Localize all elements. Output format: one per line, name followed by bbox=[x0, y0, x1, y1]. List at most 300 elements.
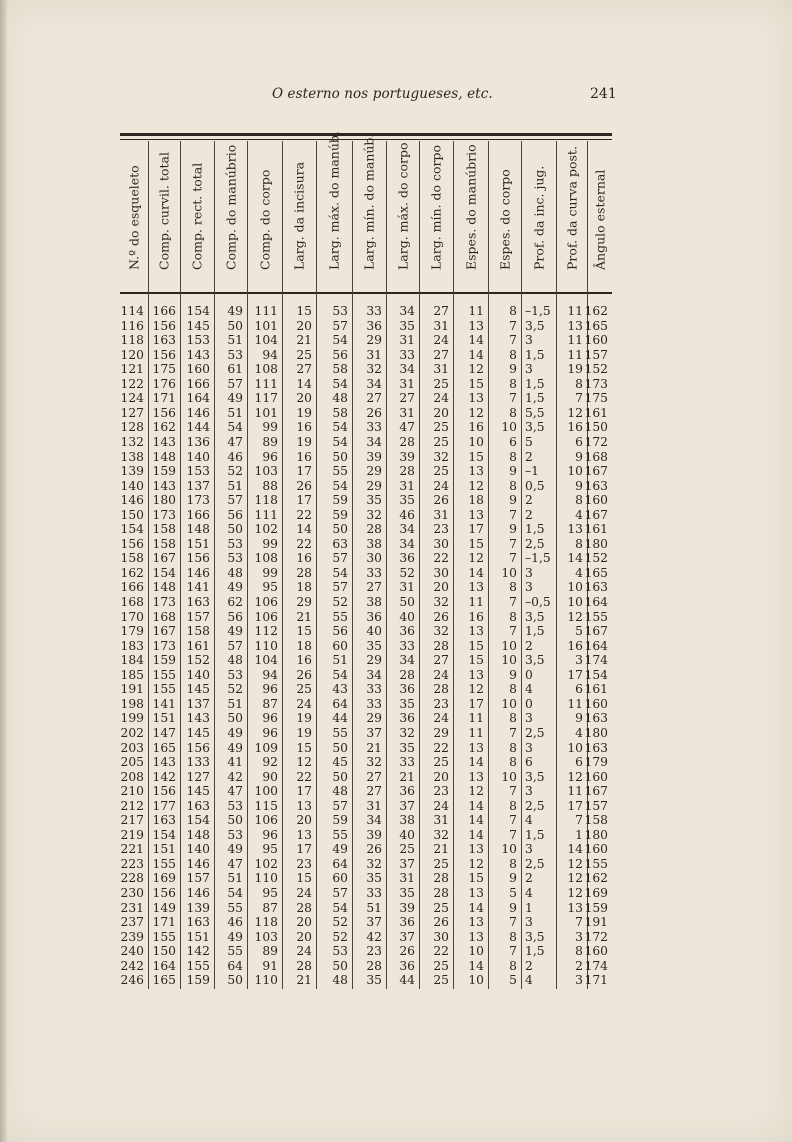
table-cell: 231 bbox=[120, 900, 144, 915]
table-cell: 3 bbox=[525, 740, 533, 755]
table-cell: 17 bbox=[468, 522, 484, 537]
table-cell: 145 bbox=[186, 784, 210, 799]
table-cell: 12 bbox=[567, 405, 583, 420]
table-cell: 49 bbox=[227, 304, 243, 318]
table-cell: 8 bbox=[575, 376, 583, 391]
table-cell: 28 bbox=[399, 667, 415, 682]
table-cell: 160 bbox=[584, 842, 608, 857]
table-cell: 13 bbox=[468, 507, 484, 522]
table-cell: 57 bbox=[332, 318, 348, 333]
table-cell: 176 bbox=[152, 376, 176, 391]
table-cell: 57 bbox=[227, 376, 243, 391]
table-cell: 208 bbox=[120, 769, 144, 784]
page-number: 241 bbox=[590, 86, 617, 102]
table-cell: 8 bbox=[575, 493, 583, 508]
table-cell: 163 bbox=[186, 798, 210, 813]
table-cell: 32 bbox=[366, 507, 382, 522]
table-cell: 166 bbox=[120, 580, 144, 595]
table-cell: 108 bbox=[254, 362, 278, 377]
table-cell: 10 bbox=[567, 740, 583, 755]
table-cell: 40 bbox=[366, 624, 382, 639]
column-header-label: N.º do esqueleto bbox=[126, 165, 142, 270]
table-cell: 173 bbox=[584, 376, 608, 391]
table-cell: 32 bbox=[366, 856, 382, 871]
table-cell: 174 bbox=[584, 958, 608, 973]
table-cell: 29 bbox=[366, 464, 382, 479]
table-cell: 140 bbox=[186, 449, 210, 464]
table-cell: 175 bbox=[584, 391, 608, 406]
table-cell: 4 bbox=[525, 886, 533, 900]
table-cell: 127 bbox=[120, 405, 144, 420]
table-cell: 18 bbox=[296, 580, 312, 595]
table-cell: 24 bbox=[433, 391, 449, 406]
column-header bbox=[453, 141, 488, 291]
table-cell: 61 bbox=[227, 362, 243, 377]
table-cell: 167 bbox=[584, 784, 608, 799]
table-cell: 168 bbox=[120, 595, 144, 609]
table-cell: 3 bbox=[525, 842, 533, 857]
table-cell: 23 bbox=[433, 696, 449, 711]
table-cell: 40 bbox=[399, 609, 415, 624]
table-cell: 158 bbox=[186, 624, 210, 639]
table-cell: 3,5 bbox=[525, 609, 545, 624]
table-cell: 25 bbox=[433, 755, 449, 770]
table-cell: 10 bbox=[501, 638, 517, 653]
column-header-label: Comp. do corpo bbox=[257, 169, 272, 270]
table-cell: 52 bbox=[332, 595, 348, 609]
table-cell: 143 bbox=[152, 755, 176, 770]
table-cell: 13 bbox=[468, 667, 484, 682]
table-cell: 9 bbox=[575, 711, 583, 726]
table-cell: 29 bbox=[366, 333, 382, 348]
table-cell: 10 bbox=[501, 420, 517, 435]
table-cell: 202 bbox=[120, 725, 144, 740]
table-cell: 8 bbox=[509, 347, 517, 362]
table-cell: 165 bbox=[152, 740, 176, 755]
column-header bbox=[419, 141, 453, 291]
table-cell: 109 bbox=[254, 740, 278, 755]
table-cell: 118 bbox=[120, 333, 144, 348]
table-cell: 106 bbox=[254, 609, 278, 624]
table-cell: 35 bbox=[399, 886, 415, 900]
table-cell: 156 bbox=[186, 740, 210, 755]
table-cell: 14 bbox=[567, 551, 583, 566]
table-cell: 160 bbox=[584, 493, 608, 508]
table-cell: 34 bbox=[366, 667, 382, 682]
table-cell: 165 bbox=[152, 973, 176, 988]
table-cell: 49 bbox=[227, 740, 243, 755]
table-cell: 28 bbox=[296, 958, 312, 973]
table-cell: 25 bbox=[296, 682, 312, 697]
table-cell: 7 bbox=[509, 784, 517, 799]
table-cell: 159 bbox=[152, 653, 176, 668]
table-cell: 111 bbox=[254, 304, 278, 318]
table-cell: 104 bbox=[254, 653, 278, 668]
table-cell: 50 bbox=[332, 740, 348, 755]
table-cell: 242 bbox=[120, 958, 144, 973]
table-cell: 160 bbox=[186, 362, 210, 377]
table-cell: 49 bbox=[227, 624, 243, 639]
table-cell: 10 bbox=[501, 653, 517, 668]
table-cell: 34 bbox=[399, 362, 415, 377]
table-cell: 9 bbox=[509, 464, 517, 479]
table-cell: 30 bbox=[366, 551, 382, 566]
table-cell: 21 bbox=[296, 609, 312, 624]
table-cell: 9 bbox=[509, 900, 517, 915]
table-cell: 20 bbox=[296, 391, 312, 406]
table-cell: 31 bbox=[399, 580, 415, 595]
table-cell: 9 bbox=[509, 871, 517, 886]
column-header bbox=[214, 141, 247, 291]
table-cell: 56 bbox=[332, 347, 348, 362]
table-cell: 7 bbox=[509, 507, 517, 522]
table-cell: 7 bbox=[509, 536, 517, 551]
table-cell: 140 bbox=[186, 667, 210, 682]
table-cell: 7 bbox=[509, 595, 517, 609]
table-cell: 52 bbox=[332, 915, 348, 930]
table-cell: 31 bbox=[399, 405, 415, 420]
table-cell: 19 bbox=[296, 405, 312, 420]
table-cell: 13 bbox=[468, 391, 484, 406]
table-cell: 91 bbox=[262, 958, 278, 973]
table-cell: 3 bbox=[525, 333, 533, 348]
table-cell: 31 bbox=[433, 507, 449, 522]
table-cell: 51 bbox=[227, 871, 243, 886]
table-cell: 60 bbox=[332, 871, 348, 886]
table-cell: 26 bbox=[399, 944, 415, 959]
table-cell: 7 bbox=[509, 333, 517, 348]
table-cell: 164 bbox=[186, 391, 210, 406]
table-cell: 20 bbox=[296, 813, 312, 828]
table-cell: 57 bbox=[332, 551, 348, 566]
table-cell: 57 bbox=[332, 580, 348, 595]
table-cell: 3 bbox=[575, 929, 583, 944]
table-cell: 47 bbox=[399, 420, 415, 435]
table-cell: 8 bbox=[575, 944, 583, 959]
table-cell: 152 bbox=[584, 551, 608, 566]
table-cell: 34 bbox=[399, 653, 415, 668]
table-cell: 24 bbox=[433, 711, 449, 726]
table-cell: 22 bbox=[433, 740, 449, 755]
table-cell: 150 bbox=[120, 507, 144, 522]
table-cell: 246 bbox=[120, 973, 144, 988]
table-cell: 163 bbox=[152, 813, 176, 828]
table-cell: 12 bbox=[567, 609, 583, 624]
table-cell: 7 bbox=[575, 915, 583, 930]
table-cell: 183 bbox=[120, 638, 144, 653]
column-header-label: Espes. do corpo bbox=[497, 169, 512, 270]
table-cell: 22 bbox=[296, 507, 312, 522]
running-title: O esterno nos portugueses, etc. bbox=[272, 86, 493, 102]
table-cell: 20 bbox=[433, 769, 449, 784]
table-cell: 13 bbox=[468, 464, 484, 479]
table-cell: 30 bbox=[433, 536, 449, 551]
table-cell: 56 bbox=[332, 624, 348, 639]
table-cell: 10 bbox=[468, 973, 484, 988]
table-cell: 31 bbox=[433, 813, 449, 828]
table-cell: 143 bbox=[152, 434, 176, 449]
table-cell: 142 bbox=[152, 769, 176, 784]
table-cell: –0,5 bbox=[525, 595, 551, 609]
table-cell: 15 bbox=[468, 871, 484, 886]
table-cell: 38 bbox=[366, 595, 382, 609]
table-cell: 17 bbox=[567, 667, 583, 682]
table-cell: 33 bbox=[366, 886, 382, 900]
table-cell: 156 bbox=[152, 784, 176, 799]
table-cell: 96 bbox=[262, 682, 278, 697]
table-cell: –1,5 bbox=[525, 304, 551, 318]
table-cell: 8 bbox=[509, 740, 517, 755]
table-cell: 9 bbox=[509, 522, 517, 537]
table-cell: 1,5 bbox=[525, 347, 545, 362]
table-cell: 53 bbox=[227, 798, 243, 813]
table-cell: 15 bbox=[296, 624, 312, 639]
table-cell: 46 bbox=[399, 507, 415, 522]
table-cell: 28 bbox=[433, 638, 449, 653]
table-cell: 140 bbox=[120, 478, 144, 493]
table-cell: 149 bbox=[152, 900, 176, 915]
table-cell: 141 bbox=[152, 696, 176, 711]
table-cell: 57 bbox=[332, 886, 348, 900]
table-cell: 16 bbox=[296, 653, 312, 668]
table-cell: 54 bbox=[332, 333, 348, 348]
table-cell: 26 bbox=[366, 405, 382, 420]
table-cell: 16 bbox=[567, 638, 583, 653]
table-cell: 9 bbox=[575, 478, 583, 493]
table-cell: 15 bbox=[468, 376, 484, 391]
column-header bbox=[488, 141, 521, 291]
table-cell: 53 bbox=[227, 827, 243, 842]
table-cell: 162 bbox=[584, 871, 608, 886]
table-cell: 6 bbox=[509, 434, 517, 449]
table-cell: 28 bbox=[433, 886, 449, 900]
table-cell: 8 bbox=[509, 304, 517, 318]
column-header bbox=[521, 141, 556, 291]
table-cell: 170 bbox=[120, 609, 144, 624]
table-cell: 50 bbox=[227, 973, 243, 988]
table-cell: 15 bbox=[296, 871, 312, 886]
table-cell: 59 bbox=[332, 813, 348, 828]
table-cell: 38 bbox=[366, 536, 382, 551]
table-cell: 8 bbox=[509, 609, 517, 624]
table-cell: 110 bbox=[254, 871, 278, 886]
table-cell: 148 bbox=[186, 522, 210, 537]
table-cell: 4 bbox=[525, 973, 533, 988]
table-cell: 52 bbox=[332, 929, 348, 944]
table-cell: 41 bbox=[227, 755, 243, 770]
table-header-rule bbox=[120, 292, 612, 294]
table-cell: 174 bbox=[584, 653, 608, 668]
table-cell: 14 bbox=[468, 755, 484, 770]
table-cell: 13 bbox=[468, 915, 484, 930]
table-cell: 15 bbox=[296, 304, 312, 318]
table-cell: 42 bbox=[366, 929, 382, 944]
table-cell: 21 bbox=[433, 842, 449, 857]
table-cell: 144 bbox=[186, 420, 210, 435]
table-cell: 31 bbox=[366, 347, 382, 362]
table-cell: 45 bbox=[332, 755, 348, 770]
table-cell: 127 bbox=[186, 769, 210, 784]
table-cell: 8 bbox=[509, 856, 517, 871]
table-cell: 35 bbox=[399, 493, 415, 508]
table-cell: 28 bbox=[433, 682, 449, 697]
table-cell: 4 bbox=[525, 682, 533, 697]
table-cell: 27 bbox=[399, 391, 415, 406]
table-cell: 9 bbox=[509, 362, 517, 377]
table-cell: 18 bbox=[296, 638, 312, 653]
table-cell: 111 bbox=[254, 507, 278, 522]
table-cell: 52 bbox=[399, 565, 415, 580]
table-cell: 90 bbox=[262, 769, 278, 784]
table-cell: 143 bbox=[186, 711, 210, 726]
table-cell: 167 bbox=[152, 551, 176, 566]
table-cell: 13 bbox=[468, 769, 484, 784]
table-cell: 0 bbox=[525, 696, 533, 711]
table-cell: 150 bbox=[152, 944, 176, 959]
table-cell: 8 bbox=[509, 376, 517, 391]
table-cell: 32 bbox=[366, 362, 382, 377]
table-cell: 14 bbox=[296, 522, 312, 537]
table-cell: 28 bbox=[296, 565, 312, 580]
table-cell: 1 bbox=[575, 827, 583, 842]
table-cell: 157 bbox=[584, 347, 608, 362]
table-cell: 16 bbox=[468, 609, 484, 624]
table-cell: 89 bbox=[262, 434, 278, 449]
table-cell: 50 bbox=[399, 595, 415, 609]
table-cell: 36 bbox=[399, 551, 415, 566]
table-cell: 2,5 bbox=[525, 798, 545, 813]
table-cell: 59 bbox=[332, 493, 348, 508]
table-cell: 160 bbox=[584, 769, 608, 784]
table-cell: 27 bbox=[433, 304, 449, 318]
table-cell: 205 bbox=[120, 755, 144, 770]
table-cell: 54 bbox=[332, 900, 348, 915]
column-header bbox=[352, 133, 386, 291]
table-cell: 99 bbox=[262, 420, 278, 435]
table-cell: 145 bbox=[186, 682, 210, 697]
table-cell: 19 bbox=[296, 711, 312, 726]
table-cell: 11 bbox=[567, 347, 583, 362]
table-cell: 11 bbox=[468, 725, 484, 740]
table-cell: 8 bbox=[509, 449, 517, 464]
table-cell: 36 bbox=[366, 609, 382, 624]
table-cell: 53 bbox=[227, 551, 243, 566]
table-cell: 10 bbox=[468, 944, 484, 959]
table-cell: 51 bbox=[366, 900, 382, 915]
table-cell: 24 bbox=[296, 696, 312, 711]
table-cell: 19 bbox=[567, 362, 583, 377]
table-cell: 167 bbox=[152, 624, 176, 639]
table-cell: 5,5 bbox=[525, 405, 545, 420]
table-cell: 116 bbox=[120, 318, 144, 333]
table-cell: 162 bbox=[584, 304, 608, 318]
table-cell: 29 bbox=[433, 725, 449, 740]
table-cell: 161 bbox=[584, 522, 608, 537]
table-cell: 3,5 bbox=[525, 318, 545, 333]
table-cell: 48 bbox=[227, 565, 243, 580]
table-cell: 7 bbox=[575, 813, 583, 828]
table-cell: 53 bbox=[227, 536, 243, 551]
table-cell: 17 bbox=[296, 784, 312, 799]
table-cell: 94 bbox=[262, 347, 278, 362]
table-cell: 155 bbox=[152, 929, 176, 944]
table-cell: 48 bbox=[332, 973, 348, 988]
table-cell: 164 bbox=[584, 638, 608, 653]
table-cell: 240 bbox=[120, 944, 144, 959]
table-cell: 6 bbox=[525, 755, 533, 770]
table-cell: 143 bbox=[186, 347, 210, 362]
table-cell: 141 bbox=[186, 580, 210, 595]
table-cell: 0,5 bbox=[525, 478, 545, 493]
table-cell: 36 bbox=[399, 915, 415, 930]
table-cell: 230 bbox=[120, 886, 144, 900]
table-cell: 156 bbox=[152, 347, 176, 362]
table-cell: 145 bbox=[186, 725, 210, 740]
table-cell: 7 bbox=[575, 391, 583, 406]
table-cell: 13 bbox=[468, 929, 484, 944]
table-cell: 15 bbox=[296, 740, 312, 755]
table-cell: 55 bbox=[227, 900, 243, 915]
table-cell: 7 bbox=[509, 915, 517, 930]
table-cell: 1,5 bbox=[525, 624, 545, 639]
table-cell: 7 bbox=[509, 391, 517, 406]
table-cell: 50 bbox=[332, 958, 348, 973]
table-cell: 14 bbox=[296, 376, 312, 391]
table-cell: 27 bbox=[433, 347, 449, 362]
table-cell: 177 bbox=[152, 798, 176, 813]
table-cell: 95 bbox=[262, 580, 278, 595]
table-cell: 54 bbox=[227, 886, 243, 900]
table-cell: 25 bbox=[433, 420, 449, 435]
table-cell: 87 bbox=[262, 696, 278, 711]
table-cell: 35 bbox=[366, 973, 382, 988]
table-cell: 157 bbox=[186, 609, 210, 624]
table-cell: 55 bbox=[227, 944, 243, 959]
table-cell: 156 bbox=[120, 536, 144, 551]
table-cell: 50 bbox=[227, 522, 243, 537]
table-cell: 3 bbox=[525, 580, 533, 595]
table-cell: 25 bbox=[433, 434, 449, 449]
table-cell: 18 bbox=[468, 493, 484, 508]
table-cell: 10 bbox=[501, 565, 517, 580]
table-cell: 49 bbox=[227, 929, 243, 944]
table-cell: 154 bbox=[186, 813, 210, 828]
table-cell: 223 bbox=[120, 856, 144, 871]
table-cell: 166 bbox=[186, 376, 210, 391]
table-cell: 64 bbox=[332, 856, 348, 871]
table-cell: 20 bbox=[296, 929, 312, 944]
column-header-label: Prof. da curva post. bbox=[564, 146, 579, 270]
table-cell: 36 bbox=[399, 711, 415, 726]
table-cell: 64 bbox=[227, 958, 243, 973]
table-cell: 173 bbox=[152, 595, 176, 609]
table-cell: 173 bbox=[186, 493, 210, 508]
table-cell: 50 bbox=[227, 711, 243, 726]
table-cell: 9 bbox=[575, 449, 583, 464]
table-cell: 26 bbox=[433, 609, 449, 624]
table-cell: 47 bbox=[227, 784, 243, 799]
table-cell: 55 bbox=[332, 609, 348, 624]
table-cell: 114 bbox=[120, 304, 144, 318]
table-cell: 21 bbox=[366, 740, 382, 755]
table-cell: 33 bbox=[366, 682, 382, 697]
column-header-label: Comp. rect. total bbox=[189, 162, 205, 270]
table-cell: 31 bbox=[399, 333, 415, 348]
table-cell: 5 bbox=[525, 434, 533, 449]
table-cell: 168 bbox=[152, 609, 176, 624]
table-cell: 94 bbox=[262, 667, 278, 682]
table-cell: 21 bbox=[399, 769, 415, 784]
